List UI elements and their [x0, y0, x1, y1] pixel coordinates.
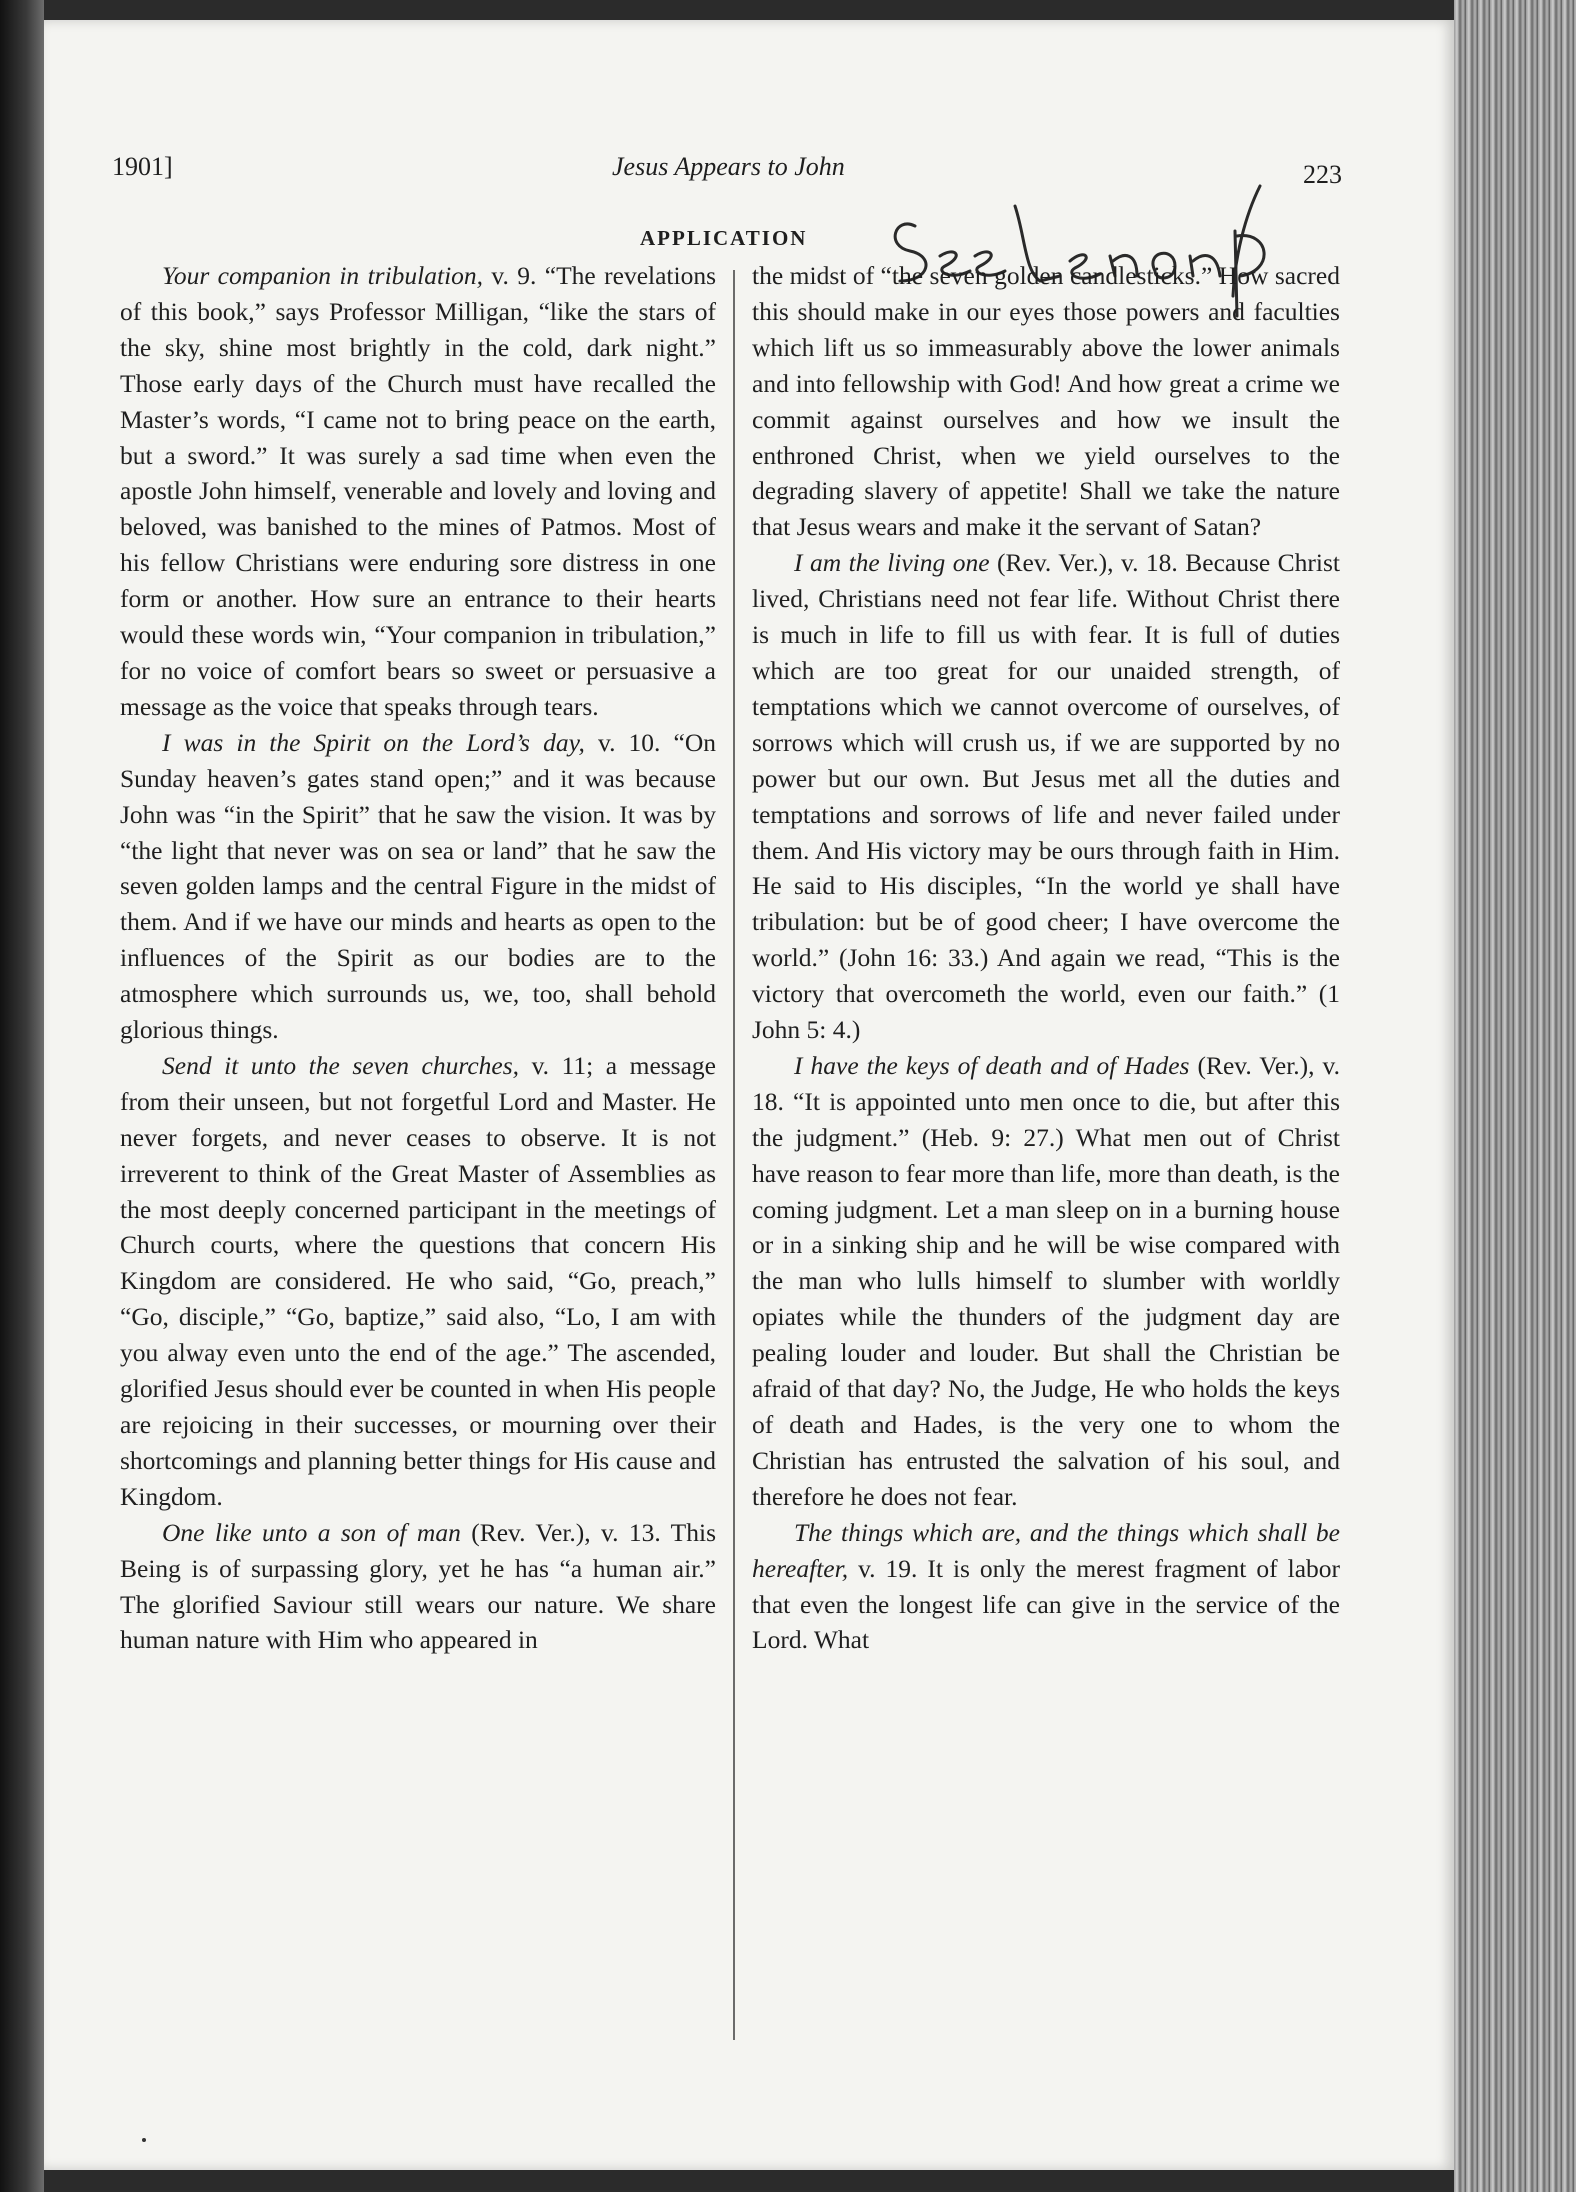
- paragraph: [120, 725, 716, 1048]
- paragraph-text: v. 11; a message from their unseen, but not forgetful Lord and Master. He never forgets, and never ceases to observe. It is not irreverent to think of the Great Master of Assemblies as the most deeply concerned participant in the meetings of Church courts, where the questions that concern His Kingdom are considered. He who said, “Go, preach,” “Go, disciple,” “Go, baptize,” said also, “Lo, I am with you alway even unto the end of the age.” The ascended, glorified Jesus should ever be counted in when His people are rejoicing in their successes, or mourning over their shortcomings and planning better things for His cause and Kingdom.: [120, 1050, 716, 1511]
- paragraph-text: the midst of “the seven golden candlesticks.” How sacred this should make in our eyes those powers and faculties which lift us so immeasurably above the lower animals and into fellowship with God! And how great a crime we commit against ourselves and how we insult the enthroned Christ, when we yield ourselves to the degrading slavery of appetite! Shall we take the nature that Jesus wears and make it the servant of Satan?: [752, 261, 1340, 542]
- page-number: 223: [1303, 160, 1342, 189]
- section-title: APPLICATION: [640, 226, 808, 250]
- paragraph: [752, 1515, 1340, 1659]
- scripture-reference: Send it unto the seven churches,: [162, 1050, 520, 1080]
- paragraph: [120, 1048, 716, 1515]
- paragraph: [752, 545, 1340, 1048]
- paragraph-text: (Rev. Ver.), v. 13. This Being is of surpassing glory, yet he has “a human air.” The glorified Saviour still wears our nature. We share human nature with Him who appeared in: [120, 1517, 716, 1655]
- paragraph-text: v. 9. “The revelations of this book,” says Professor Milligan, “like the stars of the sky, shine most brightly in the cold, dark night.” Those early days of the Church must have recalled the Master’s words, “I came not to bring peace on the earth, but a sword.” It was surely a sad time when even the apostle John himself, venerable and lovely and loving and beloved, was banished to the mines of Patmos. Most of his fellow Christians were enduring sore distress in one form or another. How sure an entrance to their hearts would these words win, “Your companion in tribulation,” for no voice of comfort bears so sweet or persuasive a message as the voice that speaks through tears.: [120, 261, 717, 721]
- paragraph: [752, 1048, 1340, 1515]
- paragraph-text: (Rev. Ver.), v. 18. “It is appointed unto men once to die, but after this the judgment.” (Heb. 9: 27.) What men out of Christ have reason to fear more than life, more than death, is the coming judgment. Let a man sleep on in a burning house or in a sinking ship and he will be wise compared with the man who lulls himself to slumber with worldly opiates while the thunders of the judgment day are pealing louder and louder. But shall the Christian be afraid of that day? No, the Judge, He who holds the keys of death and Hades, is the very one to whom the Christian has entrusted the salvation of his soul, and therefore he does not fear.: [752, 1050, 1341, 1511]
- scripture-reference: I have the keys of death and of Hades: [794, 1050, 1190, 1080]
- scan-binding-shadow: [0, 0, 44, 2192]
- paragraph-text: v. 19. It is only the merest fragment of labor that even the longest life can give in the service of the Lord. What: [752, 1553, 1340, 1655]
- paragraph: [120, 1515, 716, 1659]
- scripture-reference: I was in the Spirit on the Lord’s day,: [162, 727, 585, 757]
- scripture-reference: I am the living one: [794, 548, 990, 578]
- paragraph: [120, 258, 716, 725]
- left-column: [120, 258, 716, 1658]
- right-column: [752, 258, 1340, 1658]
- scan-speck: [142, 2138, 146, 2142]
- paragraph-continued: [752, 258, 1340, 545]
- running-head-title: Jesus Appears to John: [612, 152, 845, 181]
- scripture-reference: Your companion in tribulation,: [162, 261, 484, 290]
- paragraph-text: v. 10. “On Sunday heaven’s gates stand open;” and it was because John was “in the Spirit” that he saw the vision. It was by “the light that never was on sea or land” that he saw the seven golden lamps and the central Figure in the midst of them. And if we have our minds and hearts as open to the influences of the Spirit as our bodies are to the atmosphere which surrounds us, we, too, shall behold glorious things.: [120, 727, 717, 1045]
- page-edges: [1454, 0, 1576, 2192]
- scripture-reference: One like unto a son of man: [162, 1517, 461, 1547]
- running-head-year: 1901]: [112, 152, 173, 181]
- paragraph-text: (Rev. Ver.), v. 18. Because Christ lived, Christians need not fear life. Without Christ there is much in life to fill us with fear. It is full of duties which are too great for our unaided strength, of temptations which we cannot overcome of ourselves, of sorrows which will crush us, if we are supported by no power but our own. But Jesus met all the duties and temptations and sorrows of life and never failed under them. And His victory may be ours through faith in Him. He said to His disciples, “In the world ye shall have tribulation: but be of good cheer; I have overcome the world.” (John 16: 33.) And again we read, “This is the victory that overcometh the world, even our faith.” (1 John 5: 4.): [752, 548, 1341, 1045]
- scripture-reference: The things which are, and the things which shall be hereafter,: [752, 1517, 1340, 1583]
- column-divider: [733, 270, 735, 2040]
